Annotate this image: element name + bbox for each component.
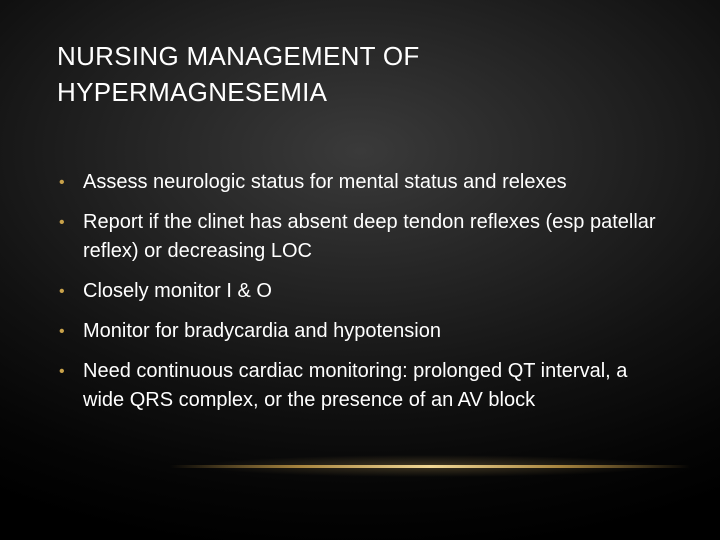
gold-divider-line xyxy=(170,465,690,468)
bullet-text: Monitor for bradycardia and hypotension xyxy=(83,320,441,342)
slide-title-line-2: HYPERMAGNESEMIA xyxy=(57,77,328,107)
bullet-text: Report if the clinet has absent deep tendon reflexes (esp patellar reflex) or decreasing LOC xyxy=(83,211,656,262)
bullet-text: Assess neurologic status for mental status and relexes xyxy=(83,171,567,193)
bullet-text: Need continuous cardiac monitoring: prolonged QT interval, a wide QRS complex, or the presence of an AV block xyxy=(83,360,628,411)
bullet-item xyxy=(57,168,667,197)
slide-title xyxy=(57,38,657,110)
bullet-text: Closely monitor I & O xyxy=(83,280,272,302)
bullet-dot-icon: • xyxy=(59,323,65,340)
bullet-item xyxy=(57,277,667,306)
bullet-item xyxy=(57,208,667,266)
bullet-dot-icon: • xyxy=(59,174,65,191)
bullet-dot-icon: • xyxy=(59,214,65,231)
bullet-dot-icon: • xyxy=(59,363,65,380)
bullet-item xyxy=(57,317,667,346)
bullet-dot-icon: • xyxy=(59,283,65,300)
bullet-list xyxy=(57,168,667,426)
bullet-item xyxy=(57,357,667,415)
slide-title-line-1: NURSING MANAGEMENT OF xyxy=(57,41,420,71)
